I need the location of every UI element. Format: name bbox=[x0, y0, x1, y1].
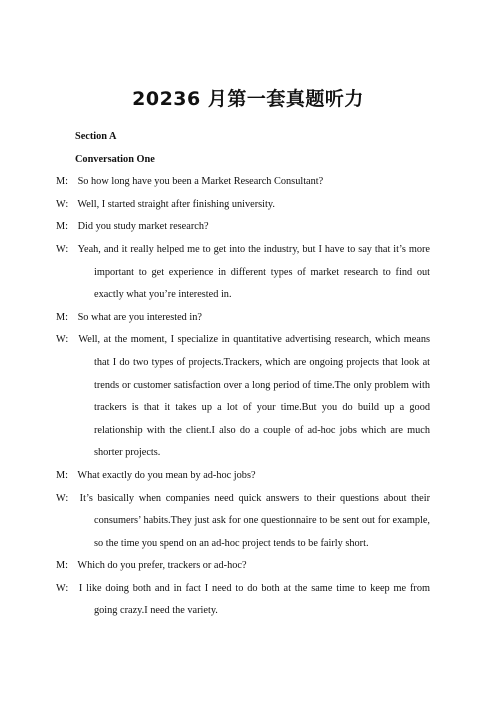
conversation-heading: Conversation One bbox=[75, 153, 155, 165]
dialogue-text: What exactly do you mean by ad-hoc jobs? bbox=[77, 469, 256, 481]
dialogue-turn: M: Which do you prefer, trackers or ad-hoc? bbox=[56, 560, 247, 572]
dialogue-text: Well, I started straight after finishing university. bbox=[77, 198, 275, 210]
dialogue-text: I like doing both and in fact I need to do both at the same time to keep me from going crazy.I need the variety. bbox=[78, 582, 430, 617]
dialogue-turn: M: So how long have you been a Market Research Consultant? bbox=[56, 176, 324, 188]
dialogue-turn: W: Well, at the moment, I specialize in quantitative advertising research, which means that I do two types of projects.Trackers, which are ongoing projects that look at trends or customer satisfaction over a long period of time.The only problem with trackers is that it takes up a lot of your time.But you do build up a good relationship with the client.I also do a couple of ad-hoc jobs which are much shorter projects. bbox=[56, 334, 431, 459]
dialogue-turn: M: Did you study market research? bbox=[56, 221, 209, 233]
dialogue-turn: W: I like doing both and in fact I need to do both at the same time to keep me from going crazy.I need the variety. bbox=[56, 582, 430, 617]
dialogue-text: Did you study market research? bbox=[77, 221, 209, 233]
dialogue-turn: W: It’s basically when companies need quick answers to their questions about their consumers’ habits.They just ask for one questionnaire to be sent out for example, so the time you spend on an ad-hoc project tends to be fairly short. bbox=[56, 492, 431, 549]
dialogue-text: So what are you interested in? bbox=[77, 311, 202, 323]
dialogue-text: So how long have you been a Market Research Consultant? bbox=[77, 176, 324, 188]
dialogue-text: Which do you prefer, trackers or ad-hoc? bbox=[77, 560, 247, 572]
dialogue-text: Yeah, and it really helped me to get into the industry, but I have to say that it’s more important to get experience in different types of market research to find out exactly what you’re interested in. bbox=[77, 243, 430, 301]
transcript-body bbox=[56, 126, 431, 623]
dialogue-turn: M: What exactly do you mean by ad-hoc jobs? bbox=[56, 469, 256, 481]
dialogue-text: It’s basically when companies need quick answers to their questions about their consumers’ habits.They just ask for one questionnaire to be sent out for example, so the time you spend on an ad-hoc project tends to be fairly short. bbox=[79, 492, 431, 549]
dialogue-turn: W: Well, I started straight after finishing university. bbox=[56, 198, 275, 210]
dialogue-text: Well, at the moment, I specialize in quantitative advertising research, which means that I do two types of projects.Trackers, which are ongoing projects that look at trends or customer satisfaction over a long period of time.The only problem with trackers is that it takes up a lot of your time.But you do build up a good relationship with the client.I also do a couple of ad-hoc jobs which are much shorter projects. bbox=[78, 334, 431, 459]
page-title: 20236 月第一套真题听力 bbox=[132, 88, 364, 110]
dialogue-turn: W: Yeah, and it really helped me to get into the industry, but I have to say that it’s more important to get experience in different types of market research to find out exactly what you’re interested in. bbox=[56, 243, 430, 301]
section-heading: Section A bbox=[75, 131, 117, 142]
dialogue-turn: M: So what are you interested in? bbox=[56, 311, 202, 323]
